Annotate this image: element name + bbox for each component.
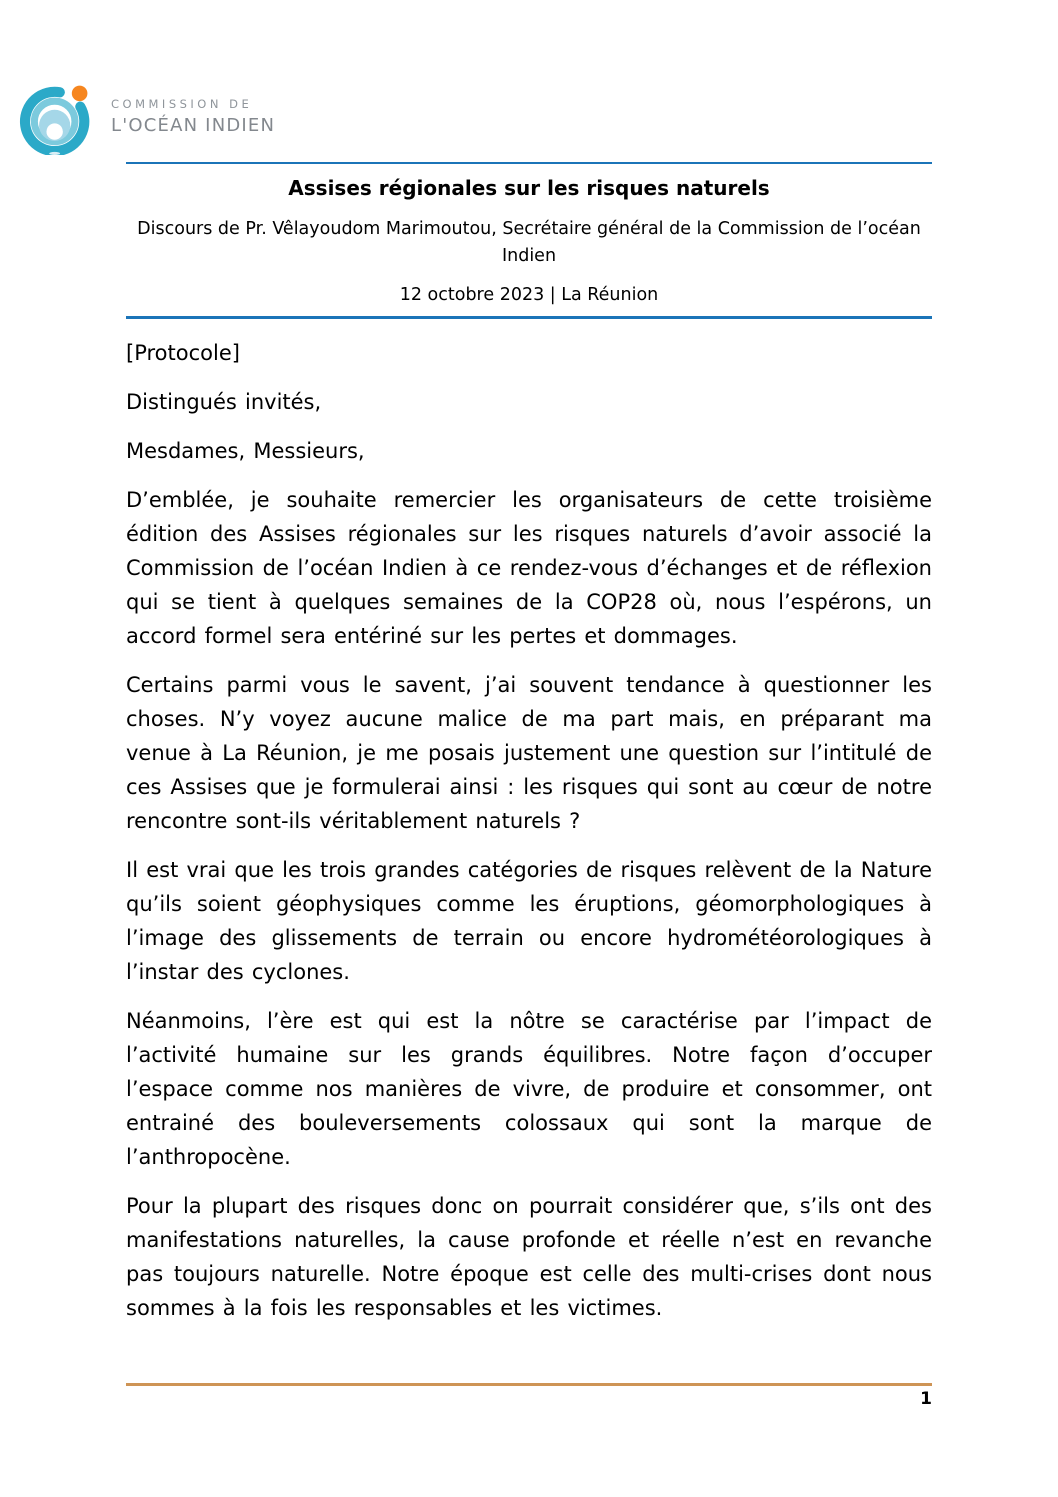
paragraph: Distingués invités, — [126, 390, 322, 414]
logo-org-name-top: COMMISSION DE — [111, 96, 253, 111]
header-rule-bottom — [126, 316, 932, 319]
coi-logo-icon — [18, 77, 96, 155]
paragraph: Mesdames, Messieurs, — [126, 439, 365, 463]
logo-org-name-bottom: L'OCÉAN INDIEN — [111, 114, 276, 136]
document-content — [126, 162, 932, 1325]
paragraph: Il est vrai que les trois grandes catégories de risques relèvent de la Nature qu’ils soient géophysiques comme les éruptions, géomorphologiques à l’image des glissements de terrain ou encore hydrométéorologiques à l’instar des cyclones. — [126, 858, 932, 984]
footer-rule — [126, 1383, 932, 1386]
page-number: 1 — [920, 1389, 932, 1409]
paragraph: Néanmoins, l’ère est qui est la nôtre se caractérise par l’impact de l’activité humaine sur les grands équilibres. Notre façon d’occuper l’espace comme nos manières de vivre, de produire et consommer, ont entrainé des bouleversements colossaux qui sont la marque de l’anthropocène. — [126, 1009, 932, 1169]
header-rule-top — [126, 162, 932, 164]
document-subtitle: Discours de Pr. Vêlayoudom Marimoutou, Secrétaire général de la Commission de l’océan Indien — [137, 219, 921, 266]
paragraph: Pour la plupart des risques donc on pourrait considérer que, s’ils ont des manifestations naturelles, la cause profonde et réelle n’est en revanche pas toujours naturelle. Notre époque est celle des multi-crises dont nous sommes à la fois les responsables et les victimes. — [126, 1194, 932, 1320]
document-body — [126, 336, 932, 1325]
document-dateline: 12 octobre 2023 | La Réunion — [399, 285, 659, 305]
paragraph: D’emblée, je souhaite remercier les organisateurs de cette troisième édition des Assises régionales sur les risques naturels d’avoir associé la Commission de l’océan Indien à ce rendez-vous d’échanges et de réflexion qui se tient à quelques semaines de la COP28 où, nous l’espérons, un accord formel sera entériné sur les pertes et dommages. — [126, 488, 932, 648]
paragraph: Certains parmi vous le savent, j’ai souvent tendance à questionner les choses. N’y voyez aucune malice de ma part mais, en préparant ma venue à La Réunion, je me posais justement une question sur l’intitulé de ces Assises que je formulerai ainsi : les risques qui sont au cœur de notre rencontre sont-ils véritablement naturels ? — [126, 673, 932, 833]
coi-logo-text — [111, 97, 275, 136]
paragraph: [Protocole] — [126, 341, 240, 365]
document-title: Assises régionales sur les risques naturels — [288, 176, 770, 200]
coi-logo — [18, 0, 1058, 154]
